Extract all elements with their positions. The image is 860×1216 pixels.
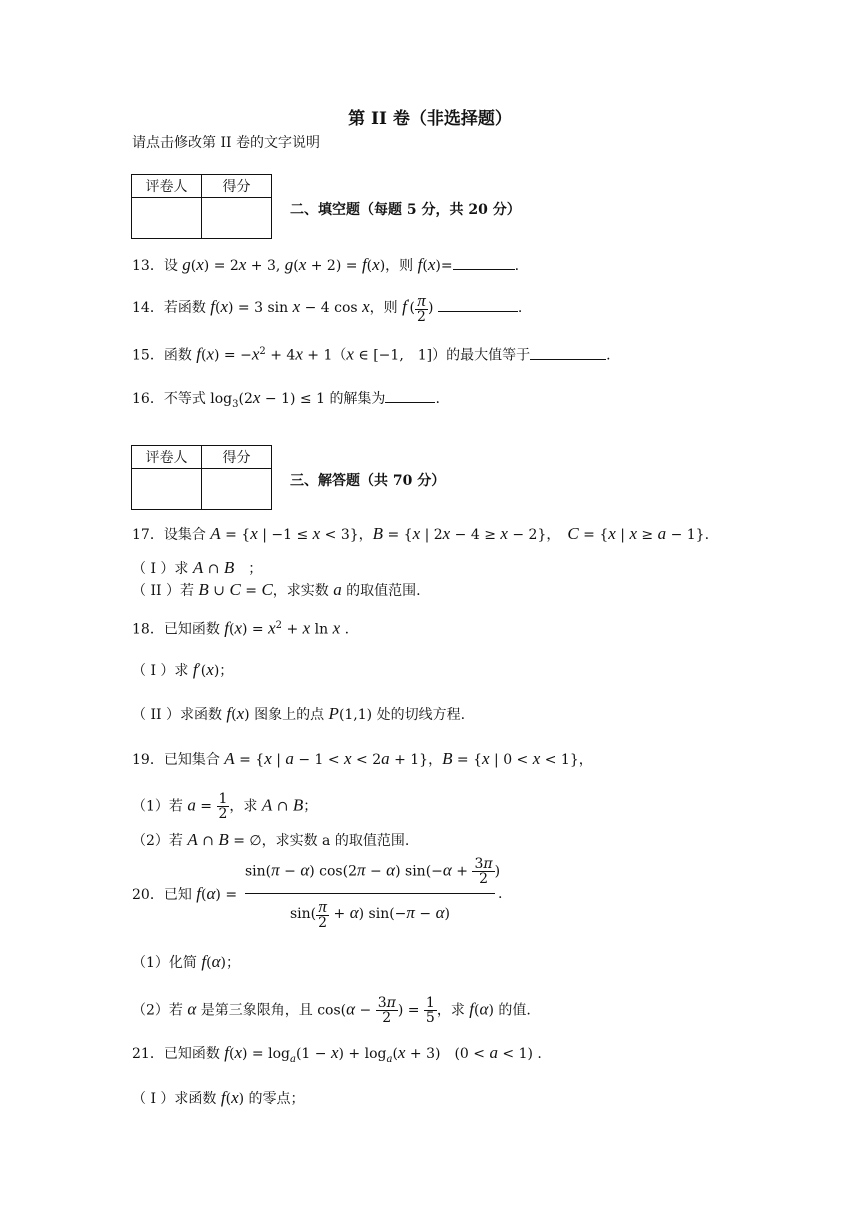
score-header: 得分 — [202, 446, 272, 469]
answer-blank-16[interactable] — [385, 388, 435, 403]
question-20-part-1: （1）化简 f(α)； — [132, 952, 240, 971]
q20-numerator: sin(π − α) cos(2π − α) sin(−α + $\frac{3\pi}{2}$ ) — [245, 856, 501, 887]
question-17-part-2: （ II ）若 B ∪ C = C，求实数 a 的取值范围. — [132, 580, 421, 599]
q20-fraction-bar — [245, 893, 495, 894]
question-18-part-2: （ II ）求函数 f(x) 图象上的点 P(1,1) 处的切线方程. — [132, 704, 466, 723]
question-20: 20．已知 f(α) = — [132, 884, 238, 903]
question-19: 19．已知集合 A = {x | a − 1 < x < 2a + 1}，B = {x | 0 < x < 1}， — [132, 749, 593, 768]
section-2-title: 二、填空题（每题 5 分，共 20 分） — [290, 202, 521, 218]
question-17-part-1: （ I ）求 A ∩ B ； — [132, 558, 263, 577]
page-title: 第 II 卷（非选择题） — [348, 109, 512, 129]
question-21-part-1: （ I ）求函数 f(x) 的零点； — [132, 1088, 305, 1107]
question-19-part-2: （2）若 A ∩ B = ∅，求实数 a 的取值范围. — [132, 830, 410, 849]
grader-cell[interactable] — [132, 469, 202, 510]
question-18: 18．已知函数 $f(x) = x^2 + x$ ln x . — [132, 618, 350, 638]
question-19-part-1: （1）若 a = $\frac{1}{2}$ ，求 A ∩ B； — [132, 791, 318, 822]
grader-header: 评卷人 — [132, 446, 202, 469]
question-15: 15．函数 $f(x) = -x^2 + 4x + 1(x$ ∈ [−1, 1]）的最大值等于 . — [132, 344, 611, 364]
question-16: 16．不等式 $\log_3(2x - 1) \le 1$ 的解集为 . — [132, 388, 440, 410]
question-17: 17．设集合 A = {x | −1 ≤ x < 3}，B = {x | 2x − 4 ≥ x − 2}， C = {x | x ≥ a − 1}. — [132, 524, 710, 543]
score-cell[interactable] — [202, 198, 272, 239]
question-13: 13．设 g(x) = 2x + 3, g(x + 2) = f(x)，则 f(x)= . — [132, 255, 520, 274]
q20-period: . — [498, 886, 503, 902]
grader-header: 评卷人 — [132, 175, 202, 198]
question-14: 14．若函数 f(x) = 3 sin x − 4 cos x，则 f'( $\frac{\pi}{2}$ ) . — [132, 291, 523, 325]
score-header: 得分 — [202, 175, 272, 198]
section-3-title: 三、解答题（共 70 分） — [290, 473, 446, 489]
score-table-2 — [131, 445, 272, 510]
q20-denominator: sin( $\frac{\pi}{2}$ + α) sin(−π − α) — [289, 897, 450, 931]
score-table-1 — [131, 174, 272, 239]
grader-cell[interactable] — [132, 198, 202, 239]
question-21: 21．已知函数 $f(x) = \log_a(1 - x) + \log_a(x + 3)$ (0 < a < 1) . — [132, 1043, 542, 1065]
answer-blank-14[interactable] — [438, 297, 518, 312]
answer-blank-15[interactable] — [530, 345, 606, 360]
answer-blank-13[interactable] — [453, 255, 515, 270]
question-18-part-1: （ I ）求 f′(x)； — [132, 660, 234, 679]
score-cell[interactable] — [202, 469, 272, 510]
question-20-part-2: （2）若 α 是第三象限角，且 cos(α − $\frac{3\pi}{2}$ ) = $\frac{1}{5}$ ，求 f(α) 的值. — [132, 995, 531, 1026]
section-note: 请点击修改第 II 卷的文字说明 — [132, 135, 320, 151]
